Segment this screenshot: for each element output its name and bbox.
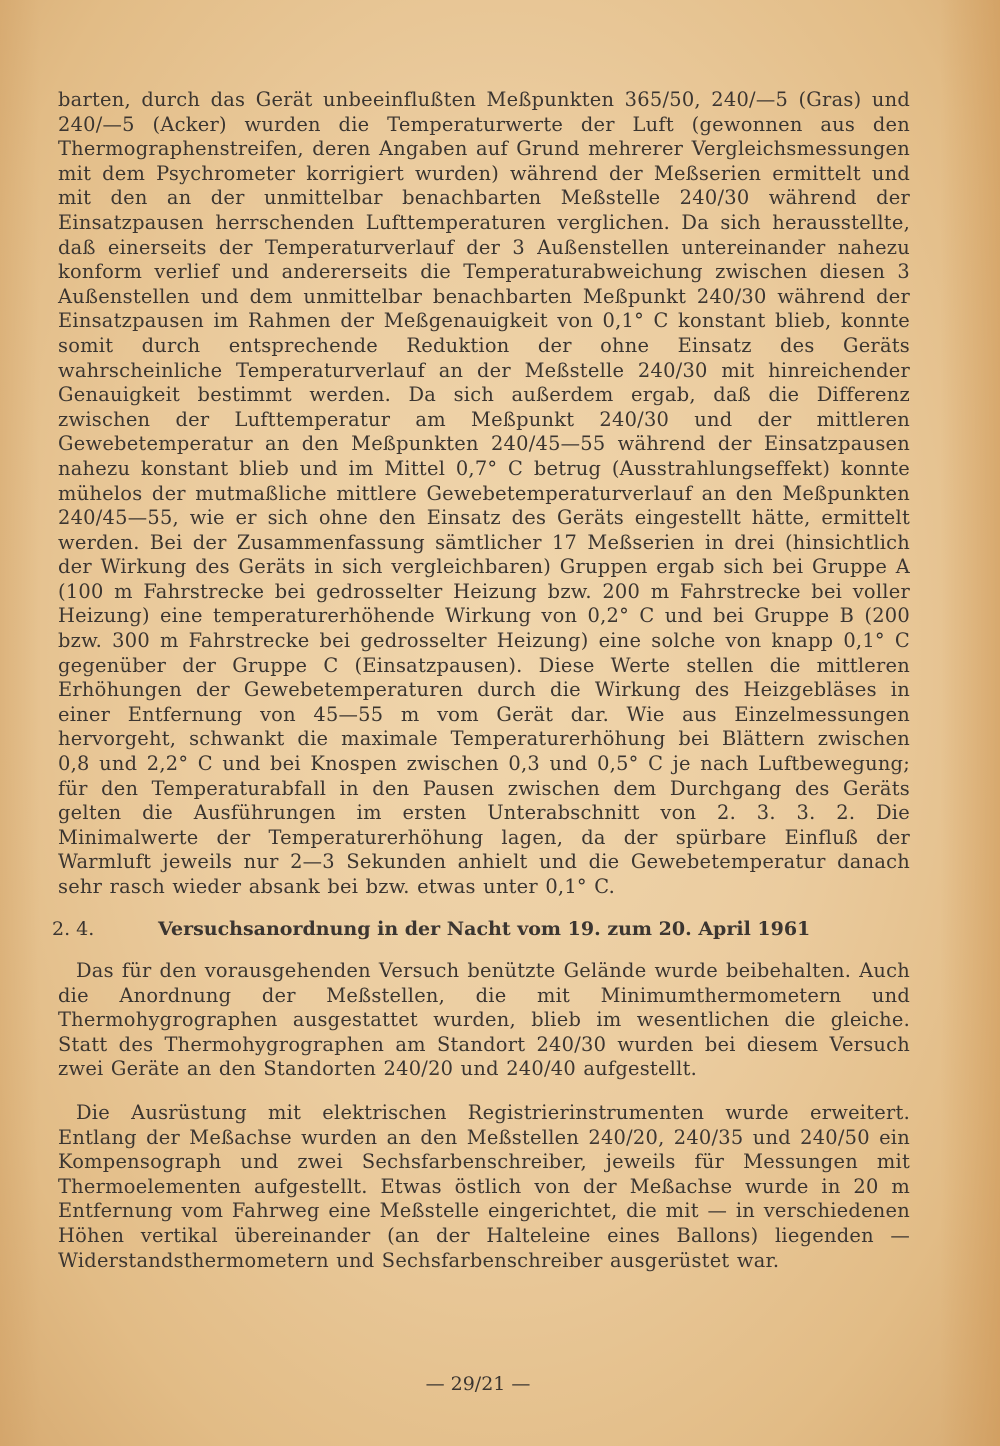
body-paragraph-1: barten, durch das Gerät unbeeinflußten Meßpunkten 365/50, 240/—5 (Gras) und 240/—5 (Acker) wurden die Temperaturwerte der Luft (gewonnen aus den Thermographenstreifen, deren Angaben auf Grund mehrerer Vergleichsmessungen mit dem Psychrometer korrigiert wurden) während der Meßserien ermittelt und mit den an der unmittelbar benachbarten Meßstelle 240/30 während der Einsatzpausen herrschenden Lufttemperaturen verglichen. Da sich herausstellte, daß einerseits der Temperaturverlauf der 3 Außenstellen untereinander nahezu konform verlief und andererseits die Temperaturabweichung zwischen diesen 3 Außenstellen und dem unmittelbar benachbarten Meßpunkt 240/30 während der Einsatzpausen im Rahmen der Meßgenauigkeit von 0,1° C konstant blieb, konnte somit durch entsprechende Reduktion der ohne Einsatz des Geräts wahrscheinliche Temperaturverlauf an der Meßstelle 240/30 mit hinreichender Genauigkeit bestimmt werden. Da sich außerdem ergab, daß die Differenz zwischen der Lufttemperatur am Meßpunkt 240/30 und der mittleren Gewebetemperatur an den Meßpunkten 240/45—55 während der Einsatzpausen nahezu konstant blieb und im Mittel 0,7° C betrug (Ausstrahlungseffekt) konnte mühelos der mutmaßliche mittlere Gewebetemperaturverlauf an den Meßpunkten 240/45—55, wie er sich ohne den Einsatz des Geräts eingestellt hätte, ermittelt werden. Bei der Zusammenfassung sämtlicher 17 Meßserien in drei (hinsichtlich der Wirkung des Geräts in sich vergleichbaren) Gruppen ergab sich bei Gruppe A (100 m Fahrstrecke bei gedrosselter Heizung bzw. 200 m Fahrstrecke bei voller Heizung) eine temperaturerhöhende Wirkung von 0,2° C und bei Gruppe B (200 bzw. 300 m Fahrstrecke bei gedrosselter Heizung) eine solche von knapp 0,1° C gegenüber der Gruppe C (Einsatzpausen). Diese Werte stellen die mittleren Erhöhungen der Gewebetemperaturen durch die Wirkung des Heizgebläses in einer Entfernung von 45—55 m vom Gerät dar. Wie aus Einzelmessungen hervorgeht, schwankt die maximale Temperaturerhöhung bei Blättern zwischen 0,8 und 2,2° C und bei Knospen zwischen 0,3 und 0,5° C je nach Luftbewegung; für den Temperaturabfall in den Pausen zwischen dem Durchgang des Geräts gelten die Ausführungen im ersten Unterabschnitt von 2. 3. 3. 2. Die Minimalwerte der Temperaturerhöhung lagen, da der spürbare Einfluß der Warmluft jeweils nur 2—3 Sekunden anhielt und die Gewebetemperatur danach sehr rasch wieder absank bei bzw. etwas unter 0,1° C.	[58, 88, 910, 898]
paper-edge-right	[940, 0, 1000, 1446]
paper-edge-left	[0, 0, 40, 1446]
body-paragraph-3: Die Ausrüstung mit elektrischen Registrierinstrumenten wurde erweitert. Entlang der Meßachse wurden an den Meßstellen 240/20, 240/35 und 240/50 ein Kompensograph und zwei Sechsfarbenschreiber, jeweils für Messungen mit Thermoelementen aufgestellt. Etwas östlich von der Meßachse wurde in 20 m Entfernung vom Fahrweg eine Meßstelle eingerichtet, die mit — in verschiedenen Höhen vertikal übereinander (an der Halteleine eines Ballons) liegenden — Widerstandsthermometern und Sechsfarbenschreiber ausgerüstet war.	[58, 1101, 910, 1272]
section-title: Versuchsanordnung in der Nacht vom 19. zum 20. April 1961	[158, 918, 811, 940]
section-number: 2. 4.	[52, 918, 95, 940]
page-number: — 29/21 —	[425, 1373, 531, 1395]
body-paragraph-2: Das für den vorausgehenden Versuch benützte Gelände wurde beibehalten. Auch die Anordnung der Meßstellen, die mit Minimumthermometern und Thermohygrographen ausgestattet wurden, blieb im wesentlichen die gleiche. Statt des Thermohygrographen am Standort 240/30 wurden bei diesem Versuch zwei Geräte an den Standorten 240/20 und 240/40 aufgestellt.	[58, 959, 910, 1081]
